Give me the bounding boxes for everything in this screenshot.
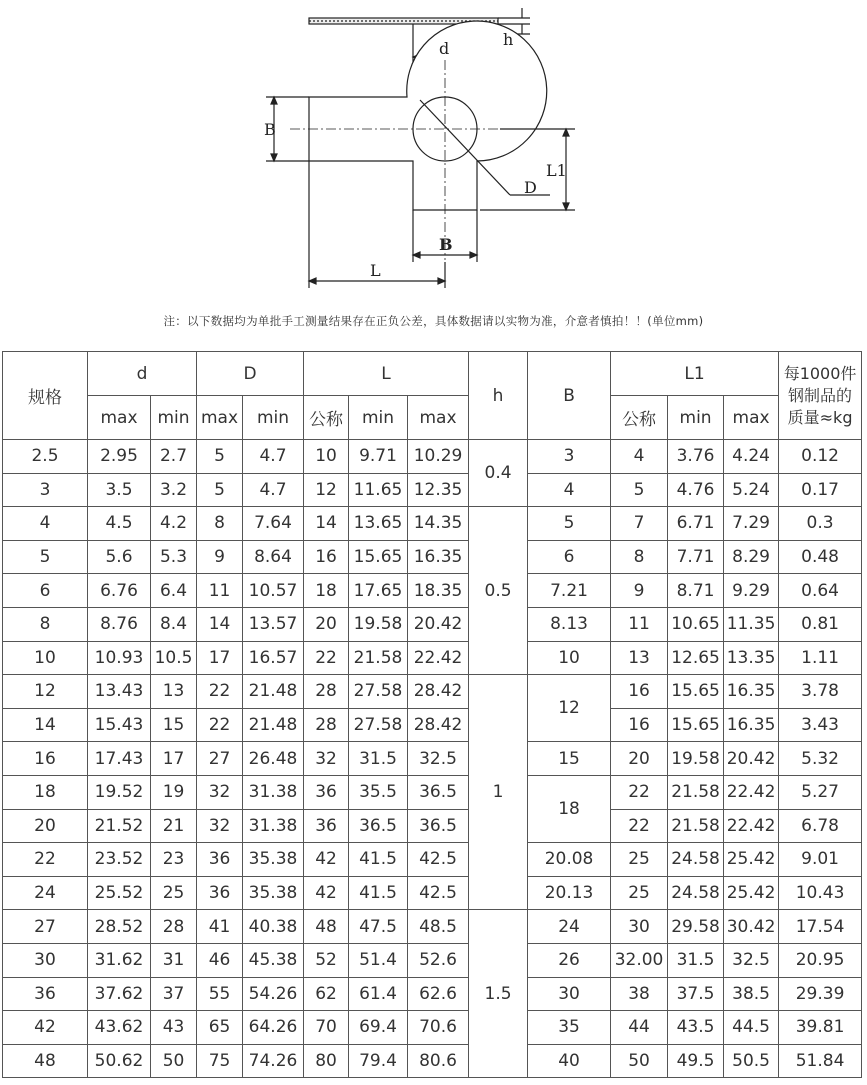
header-L1-max: max [724, 396, 779, 440]
cell-L1-min: 8.71 [668, 574, 724, 608]
cell-L1-max: 38.5 [724, 977, 779, 1011]
cell-L-min: 11.65 [349, 473, 408, 507]
header-L: L [304, 352, 469, 396]
cell-mass: 9.01 [779, 843, 862, 877]
cell-d-min: 28 [151, 910, 197, 944]
cell-L1-nominal: 5 [611, 473, 668, 507]
table-row [3, 742, 862, 776]
cell-d-max: 4.5 [88, 507, 151, 541]
cell-L-max: 36.5 [408, 809, 469, 843]
cell-mass: 1.11 [779, 641, 862, 675]
cell-L-max: 48.5 [408, 910, 469, 944]
header-D-max: max [197, 396, 243, 440]
cell-d-max: 3.5 [88, 473, 151, 507]
cell-spec: 24 [3, 876, 88, 910]
cell-B: 26 [528, 943, 611, 977]
cell-L1-min: 21.58 [668, 809, 724, 843]
cell-L-nominal: 10 [304, 440, 349, 474]
cell-L-min: 51.4 [349, 943, 408, 977]
cell-L1-min: 4.76 [668, 473, 724, 507]
cell-L1-nominal: 11 [611, 607, 668, 641]
label-h: h [503, 30, 514, 49]
table-row [3, 675, 862, 709]
cell-L-nominal: 42 [304, 843, 349, 877]
cell-B: 12 [528, 675, 611, 742]
table-row [3, 775, 862, 809]
cell-spec: 2.5 [3, 440, 88, 474]
cell-mass: 0.17 [779, 473, 862, 507]
cell-mass: 10.43 [779, 876, 862, 910]
cell-spec: 12 [3, 675, 88, 709]
cell-L1-min: 49.5 [668, 1044, 724, 1078]
cell-D-min: 74.26 [243, 1044, 304, 1078]
spec-table [2, 351, 862, 1078]
cell-D-max: 32 [197, 775, 243, 809]
cell-D-max: 36 [197, 843, 243, 877]
cell-L-nominal: 80 [304, 1044, 349, 1078]
cell-L-nominal: 14 [304, 507, 349, 541]
cell-L-max: 18.35 [408, 574, 469, 608]
cell-d-max: 31.62 [88, 943, 151, 977]
cell-d-max: 23.52 [88, 843, 151, 877]
cell-spec: 4 [3, 507, 88, 541]
cell-L-nominal: 12 [304, 473, 349, 507]
table-row [3, 943, 862, 977]
cell-L1-max: 32.5 [724, 943, 779, 977]
header-L1-min: min [668, 396, 724, 440]
header-mass: 每1000件 钢制品的 质量≈kg [779, 352, 862, 440]
cell-D-max: 36 [197, 876, 243, 910]
cell-D-min: 16.57 [243, 641, 304, 675]
cell-d-max: 10.93 [88, 641, 151, 675]
cell-L1-nominal: 25 [611, 843, 668, 877]
cell-L-max: 32.5 [408, 742, 469, 776]
cell-D-max: 41 [197, 910, 243, 944]
table-row [3, 876, 862, 910]
cell-L1-max: 16.35 [724, 675, 779, 709]
cell-L-min: 41.5 [349, 876, 408, 910]
cell-mass: 0.81 [779, 607, 862, 641]
cell-D-min: 45.38 [243, 943, 304, 977]
table-row [3, 607, 862, 641]
header-L-nominal: 公称 [304, 396, 349, 440]
cell-D-min: 10.57 [243, 574, 304, 608]
cell-L-min: 9.71 [349, 440, 408, 474]
label-L1: L1 [546, 161, 567, 180]
header-L1: L1 [611, 352, 779, 396]
cell-d-min: 19 [151, 775, 197, 809]
cell-D-max: 46 [197, 943, 243, 977]
label-B-bottom: B [439, 235, 453, 254]
cell-L1-min: 7.71 [668, 540, 724, 574]
label-L: L [370, 261, 381, 280]
table-row [3, 809, 862, 843]
cell-L1-min: 37.5 [668, 977, 724, 1011]
cell-L-max: 28.42 [408, 708, 469, 742]
cell-L1-nominal: 32.00 [611, 943, 668, 977]
cell-spec: 18 [3, 775, 88, 809]
cell-d-min: 43 [151, 1011, 197, 1045]
cell-L-nominal: 28 [304, 675, 349, 709]
cell-D-max: 17 [197, 641, 243, 675]
cell-d-min: 6.4 [151, 574, 197, 608]
cell-spec: 14 [3, 708, 88, 742]
cell-h: 0.5 [469, 507, 528, 675]
cell-L-nominal: 36 [304, 809, 349, 843]
cell-L1-min: 21.58 [668, 775, 724, 809]
cell-D-min: 21.48 [243, 675, 304, 709]
cell-d-min: 31 [151, 943, 197, 977]
cell-L1-nominal: 16 [611, 675, 668, 709]
cell-d-max: 15.43 [88, 708, 151, 742]
cell-B: 24 [528, 910, 611, 944]
cell-D-min: 13.57 [243, 607, 304, 641]
label-B-left: B [264, 120, 276, 139]
cell-h: 1.5 [469, 910, 528, 1078]
cell-d-min: 5.3 [151, 540, 197, 574]
cell-L1-max: 13.35 [724, 641, 779, 675]
cell-L-max: 10.29 [408, 440, 469, 474]
cell-D-min: 40.38 [243, 910, 304, 944]
cell-L1-max: 50.5 [724, 1044, 779, 1078]
cell-L-max: 28.42 [408, 675, 469, 709]
cell-spec: 30 [3, 943, 88, 977]
cell-L1-nominal: 16 [611, 708, 668, 742]
table-row [3, 1044, 862, 1078]
cell-L-max: 36.5 [408, 775, 469, 809]
cell-L1-nominal: 30 [611, 910, 668, 944]
washer-front-view [309, 21, 547, 210]
cell-L-max: 52.6 [408, 943, 469, 977]
table-row [3, 473, 862, 507]
cell-L-min: 27.58 [349, 675, 408, 709]
cell-spec: 3 [3, 473, 88, 507]
cell-B: 15 [528, 742, 611, 776]
cell-L1-nominal: 13 [611, 641, 668, 675]
cell-d-min: 3.2 [151, 473, 197, 507]
cell-mass: 3.78 [779, 675, 862, 709]
cell-L-max: 70.6 [408, 1011, 469, 1045]
cell-mass: 0.12 [779, 440, 862, 474]
cell-L1-min: 24.58 [668, 843, 724, 877]
cell-L1-max: 25.42 [724, 876, 779, 910]
cell-d-max: 6.76 [88, 574, 151, 608]
cell-L1-max: 25.42 [724, 843, 779, 877]
cell-d-min: 8.4 [151, 607, 197, 641]
cell-L1-nominal: 20 [611, 742, 668, 776]
cell-L1-nominal: 44 [611, 1011, 668, 1045]
cell-mass: 5.27 [779, 775, 862, 809]
cell-d-max: 28.52 [88, 910, 151, 944]
cell-L1-max: 30.42 [724, 910, 779, 944]
cell-mass: 17.54 [779, 910, 862, 944]
cell-L-max: 20.42 [408, 607, 469, 641]
header-L-min: min [349, 396, 408, 440]
cell-d-max: 8.76 [88, 607, 151, 641]
cell-L1-max: 44.5 [724, 1011, 779, 1045]
cell-L1-min: 24.58 [668, 876, 724, 910]
cell-D-min: 54.26 [243, 977, 304, 1011]
cell-spec: 5 [3, 540, 88, 574]
cell-mass: 6.78 [779, 809, 862, 843]
table-body [3, 440, 862, 1078]
cell-mass: 39.81 [779, 1011, 862, 1045]
cell-L-max: 80.6 [408, 1044, 469, 1078]
cell-spec: 27 [3, 910, 88, 944]
cell-d-max: 17.43 [88, 742, 151, 776]
cell-d-max: 43.62 [88, 1011, 151, 1045]
table-row [3, 708, 862, 742]
cell-L-nominal: 20 [304, 607, 349, 641]
cell-mass: 3.43 [779, 708, 862, 742]
cell-L-max: 14.35 [408, 507, 469, 541]
cell-L1-min: 15.65 [668, 708, 724, 742]
cell-d-max: 19.52 [88, 775, 151, 809]
cell-spec: 20 [3, 809, 88, 843]
cell-D-max: 5 [197, 440, 243, 474]
cell-L1-max: 9.29 [724, 574, 779, 608]
table-row [3, 641, 862, 675]
cell-D-max: 55 [197, 977, 243, 1011]
cell-spec: 10 [3, 641, 88, 675]
cell-B: 6 [528, 540, 611, 574]
cell-L-max: 42.5 [408, 843, 469, 877]
cell-D-min: 26.48 [243, 742, 304, 776]
cell-L1-nominal: 22 [611, 775, 668, 809]
cell-L1-max: 7.29 [724, 507, 779, 541]
table-row [3, 540, 862, 574]
cell-L-min: 47.5 [349, 910, 408, 944]
header-L1-nominal: 公称 [611, 396, 668, 440]
cell-L1-min: 31.5 [668, 943, 724, 977]
cell-L1-min: 15.65 [668, 675, 724, 709]
table-row [3, 910, 862, 944]
cell-mass: 5.32 [779, 742, 862, 776]
cell-L-nominal: 16 [304, 540, 349, 574]
cell-mass: 51.84 [779, 1044, 862, 1078]
cell-d-min: 21 [151, 809, 197, 843]
cell-D-min: 21.48 [243, 708, 304, 742]
cell-L1-max: 22.42 [724, 809, 779, 843]
cell-L1-max: 16.35 [724, 708, 779, 742]
cell-B: 4 [528, 473, 611, 507]
cell-L1-nominal: 8 [611, 540, 668, 574]
cell-d-min: 2.7 [151, 440, 197, 474]
cell-L-nominal: 62 [304, 977, 349, 1011]
cell-D-min: 35.38 [243, 876, 304, 910]
header-d-min: min [151, 396, 197, 440]
cell-D-max: 65 [197, 1011, 243, 1045]
cell-h: 0.4 [469, 440, 528, 507]
cell-L-nominal: 70 [304, 1011, 349, 1045]
table-row [3, 1011, 862, 1045]
cell-D-max: 75 [197, 1044, 243, 1078]
cell-L1-nominal: 22 [611, 809, 668, 843]
cell-mass: 29.39 [779, 977, 862, 1011]
cell-spec: 48 [3, 1044, 88, 1078]
cell-d-max: 5.6 [88, 540, 151, 574]
cell-B: 10 [528, 641, 611, 675]
cell-B: 20.08 [528, 843, 611, 877]
cell-B: 40 [528, 1044, 611, 1078]
cell-B: 5 [528, 507, 611, 541]
cell-L1-max: 20.42 [724, 742, 779, 776]
cell-L-nominal: 18 [304, 574, 349, 608]
cell-d-min: 10.5 [151, 641, 197, 675]
cell-d-min: 25 [151, 876, 197, 910]
cell-d-max: 50.62 [88, 1044, 151, 1078]
cell-d-min: 4.2 [151, 507, 197, 541]
cell-B: 20.13 [528, 876, 611, 910]
cell-L-min: 36.5 [349, 809, 408, 843]
table-row [3, 440, 862, 474]
cell-D-min: 64.26 [243, 1011, 304, 1045]
cell-d-min: 23 [151, 843, 197, 877]
cell-L-min: 15.65 [349, 540, 408, 574]
cell-d-min: 37 [151, 977, 197, 1011]
disclaimer-note: 注：以下数据均为单批手工测量结果存在正负公差，具体数据请以实物为准，介意者慎拍！！(单位mm) [163, 314, 704, 328]
cell-L1-min: 3.76 [668, 440, 724, 474]
cell-L-nominal: 42 [304, 876, 349, 910]
cell-L1-nominal: 50 [611, 1044, 668, 1078]
cell-spec: 8 [3, 607, 88, 641]
cell-L1-min: 29.58 [668, 910, 724, 944]
cell-L1-nominal: 9 [611, 574, 668, 608]
cell-L-min: 41.5 [349, 843, 408, 877]
cell-D-max: 8 [197, 507, 243, 541]
cell-d-min: 15 [151, 708, 197, 742]
cell-mass: 20.95 [779, 943, 862, 977]
cell-B: 18 [528, 775, 611, 842]
cell-L-max: 62.6 [408, 977, 469, 1011]
cell-L1-max: 8.29 [724, 540, 779, 574]
cell-D-min: 31.38 [243, 775, 304, 809]
cell-L1-min: 12.65 [668, 641, 724, 675]
cell-mass: 0.3 [779, 507, 862, 541]
cell-D-min: 8.64 [243, 540, 304, 574]
cell-D-max: 22 [197, 675, 243, 709]
header-D: D [197, 352, 304, 396]
cell-mass: 0.64 [779, 574, 862, 608]
cell-L-min: 61.4 [349, 977, 408, 1011]
cell-L1-nominal: 4 [611, 440, 668, 474]
cell-L1-min: 6.71 [668, 507, 724, 541]
cell-L-nominal: 52 [304, 943, 349, 977]
cell-L1-nominal: 38 [611, 977, 668, 1011]
cell-d-min: 13 [151, 675, 197, 709]
cell-B: 8.13 [528, 607, 611, 641]
cell-D-min: 7.64 [243, 507, 304, 541]
header-B: B [528, 352, 611, 440]
cell-L-min: 27.58 [349, 708, 408, 742]
cell-B: 30 [528, 977, 611, 1011]
table-row [3, 574, 862, 608]
cell-L1-max: 11.35 [724, 607, 779, 641]
cell-L1-min: 19.58 [668, 742, 724, 776]
cell-D-max: 9 [197, 540, 243, 574]
cell-D-max: 11 [197, 574, 243, 608]
cell-L1-nominal: 25 [611, 876, 668, 910]
cell-D-min: 35.38 [243, 843, 304, 877]
cell-d-max: 37.62 [88, 977, 151, 1011]
label-D: D [524, 178, 537, 197]
cell-L-min: 35.5 [349, 775, 408, 809]
header-spec: 规格 [3, 352, 88, 440]
cell-D-max: 5 [197, 473, 243, 507]
cell-D-max: 14 [197, 607, 243, 641]
cell-D-min: 4.7 [243, 440, 304, 474]
cell-spec: 42 [3, 1011, 88, 1045]
cell-L-min: 19.58 [349, 607, 408, 641]
cell-L-max: 42.5 [408, 876, 469, 910]
cell-L-min: 13.65 [349, 507, 408, 541]
cell-L-max: 16.35 [408, 540, 469, 574]
cell-L-nominal: 22 [304, 641, 349, 675]
cell-B: 35 [528, 1011, 611, 1045]
cell-L-min: 31.5 [349, 742, 408, 776]
cell-L1-max: 22.42 [724, 775, 779, 809]
cell-L-max: 12.35 [408, 473, 469, 507]
cell-spec: 6 [3, 574, 88, 608]
cell-d-max: 2.95 [88, 440, 151, 474]
cell-D-max: 32 [197, 809, 243, 843]
cell-B: 7.21 [528, 574, 611, 608]
cell-B: 3 [528, 440, 611, 474]
cell-L1-nominal: 7 [611, 507, 668, 541]
cell-L-nominal: 28 [304, 708, 349, 742]
cell-spec: 36 [3, 977, 88, 1011]
cell-D-min: 31.38 [243, 809, 304, 843]
cell-D-min: 4.7 [243, 473, 304, 507]
cell-D-max: 22 [197, 708, 243, 742]
cell-L-max: 22.42 [408, 641, 469, 675]
cell-d-max: 25.52 [88, 876, 151, 910]
header-D-min: min [243, 396, 304, 440]
cell-spec: 16 [3, 742, 88, 776]
cell-mass: 0.48 [779, 540, 862, 574]
cell-L-min: 21.58 [349, 641, 408, 675]
table-row [3, 843, 862, 877]
header-d: d [88, 352, 197, 396]
cell-h: 1 [469, 675, 528, 910]
cell-L-nominal: 32 [304, 742, 349, 776]
cell-L1-min: 43.5 [668, 1011, 724, 1045]
header-d-max: max [88, 396, 151, 440]
cell-D-max: 27 [197, 742, 243, 776]
table-row [3, 977, 862, 1011]
label-d: d [439, 39, 450, 58]
cell-d-max: 13.43 [88, 675, 151, 709]
table-row [3, 507, 862, 541]
header-h: h [469, 352, 528, 440]
cell-L-min: 79.4 [349, 1044, 408, 1078]
cell-L-nominal: 36 [304, 775, 349, 809]
cell-spec: 22 [3, 843, 88, 877]
cell-L1-min: 10.65 [668, 607, 724, 641]
washer-technical-drawing [0, 0, 867, 300]
cell-L1-max: 5.24 [724, 473, 779, 507]
cell-L-min: 17.65 [349, 574, 408, 608]
cell-d-min: 50 [151, 1044, 197, 1078]
cell-d-max: 21.52 [88, 809, 151, 843]
cell-L-min: 69.4 [349, 1011, 408, 1045]
cell-L-nominal: 48 [304, 910, 349, 944]
cell-L1-max: 4.24 [724, 440, 779, 474]
header-L-max: max [408, 396, 469, 440]
cell-d-min: 17 [151, 742, 197, 776]
